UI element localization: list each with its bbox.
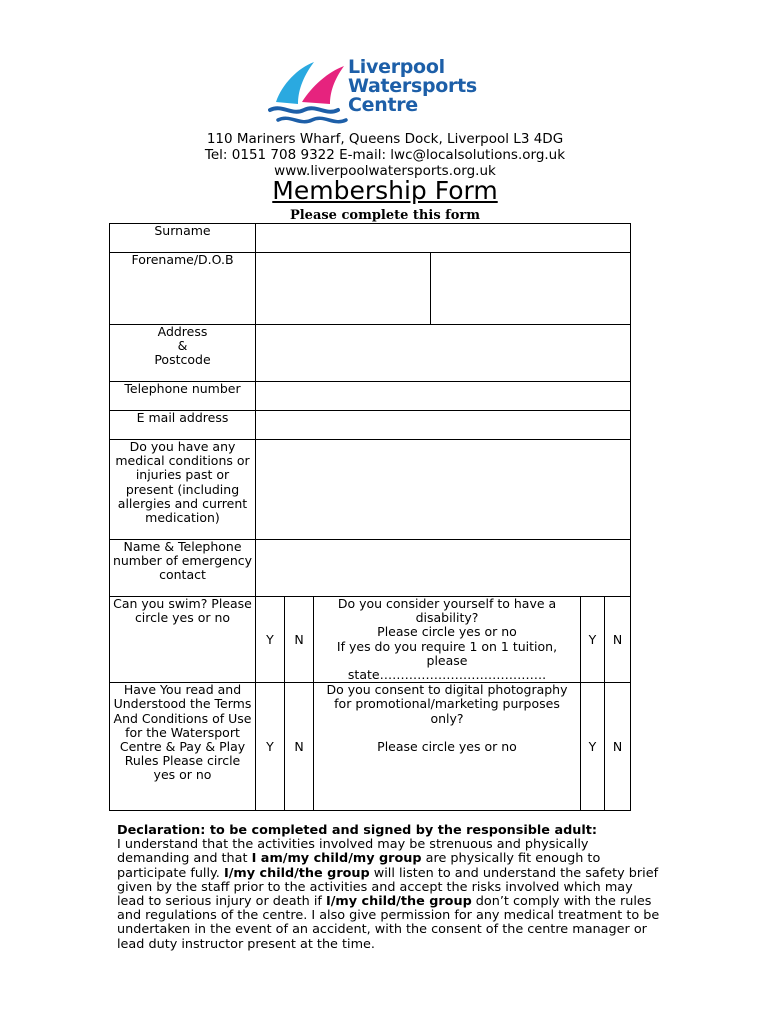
swim-yes-option[interactable]: Y: [256, 597, 285, 683]
photo-no-option[interactable]: N: [605, 683, 631, 811]
photo-consent-line-2: Please circle yes or no: [377, 738, 517, 754]
declaration-bold-2: I/my child/the group: [223, 865, 370, 881]
dob-input-cell[interactable]: [431, 253, 631, 325]
swim-no-option[interactable]: N: [285, 597, 314, 683]
emergency-row: [110, 540, 631, 597]
logo-text: [348, 58, 477, 115]
telephone-label: Telephone number: [110, 382, 256, 411]
swim-disability-row: [110, 597, 631, 683]
address-label-line-1: Address: [157, 324, 208, 339]
email-label: E mail address: [110, 411, 256, 440]
swim-label: Can you swim? Please circle yes or no: [110, 597, 256, 683]
terms-label: Have You read and Understood the Terms And Conditions of Use for the Watersport Centre & Pay & Play Rules Please circle yes or no: [110, 683, 256, 811]
terms-no-option[interactable]: N: [285, 683, 314, 811]
membership-form-table: [109, 223, 631, 811]
telephone-input-cell[interactable]: [256, 382, 631, 411]
medical-input-cell[interactable]: [256, 440, 631, 540]
surname-label: Surname: [110, 224, 256, 253]
declaration-body: [117, 838, 662, 952]
address-label-line-2: &: [177, 338, 188, 354]
disability-question: [314, 597, 581, 683]
centre-logo: [268, 58, 504, 134]
disability-question-line-2: Please circle yes or no: [377, 624, 517, 640]
declaration-text-4: don’t comply with the rules and regulations of the centre. I also give permission for any medical treatment to be undertaken in the event of an accident, with the consent of the centre manager or lead duty instructor present at the time.: [117, 894, 660, 952]
medical-label: Do you have any medical conditions or injuries past or present (including allergies and current medication): [110, 440, 256, 540]
declaration: [117, 824, 662, 952]
telephone-row: [110, 382, 631, 411]
medical-row: [110, 440, 631, 540]
terms-yes-option[interactable]: Y: [256, 683, 285, 811]
header-address: 110 Mariners Wharf, Queens Dock, Liverpool L3 4DG: [206, 131, 564, 147]
disability-question-line-3: If yes do you require 1 on 1 tuition, please: [336, 638, 558, 668]
disability-question-line-1: Do you consider yourself to have a disability?: [337, 596, 557, 626]
photo-consent-line-1: Do you consent to digital photography for promotional/marketing purposes only?: [326, 682, 568, 726]
wave-line-1: [270, 108, 338, 111]
emergency-contact-label: Name & Telephone number of emergency contact: [110, 540, 256, 597]
logo-line-2: Watersports: [348, 75, 477, 97]
page-title: Membership Form: [272, 176, 498, 205]
address-label-line-3: Postcode: [154, 352, 211, 368]
forename-dob-label: Forename/D.O.B: [110, 253, 256, 325]
pink-sail: [302, 66, 344, 104]
address-input-cell[interactable]: [256, 325, 631, 382]
header-website: www.liverpoolwatersports.org.uk: [274, 163, 496, 179]
declaration-bold-3: I/my child/the group: [325, 894, 472, 910]
sails-logo-icon: [268, 58, 348, 134]
terms-photo-row: [110, 683, 631, 811]
emergency-contact-input-cell[interactable]: [256, 540, 631, 597]
photo-yes-option[interactable]: Y: [581, 683, 605, 811]
forename-row: [110, 253, 631, 325]
logo-line-3: Centre: [348, 94, 418, 116]
declaration-text-2: are physically fit enough to participate fully.: [117, 851, 601, 881]
declaration-text-1: I understand that the activities involved may be strenuous and physically demanding and that: [117, 837, 589, 867]
declaration-bold-1: I am/my child/my group: [251, 851, 422, 867]
address-row: [110, 325, 631, 382]
disability-yes-option[interactable]: Y: [581, 597, 605, 683]
surname-row: [110, 224, 631, 253]
declaration-heading: Declaration: to be completed and signed by the responsible adult:: [117, 823, 597, 838]
declaration-text-3: will listen to and understand the safety brief given by the staff prior to the activities and accept the risks involved which may lead to serious injury or death if: [117, 865, 659, 910]
photo-consent-question: [314, 683, 581, 811]
wave-line-2: [278, 118, 346, 121]
address-label: [110, 325, 256, 382]
disability-no-option[interactable]: N: [605, 597, 631, 683]
page-subtitle: Please complete this form: [289, 208, 481, 223]
disability-question-line-4: state………………………………….: [347, 667, 547, 683]
email-input-cell[interactable]: [256, 411, 631, 440]
forename-input-cell[interactable]: [256, 253, 431, 325]
email-row: [110, 411, 631, 440]
header-contact: Tel: 0151 708 9322 E-mail: lwc@localsolutions.org.uk: [204, 147, 566, 163]
surname-input-cell[interactable]: [256, 224, 631, 253]
logo-line-1: Liverpool: [348, 56, 445, 78]
